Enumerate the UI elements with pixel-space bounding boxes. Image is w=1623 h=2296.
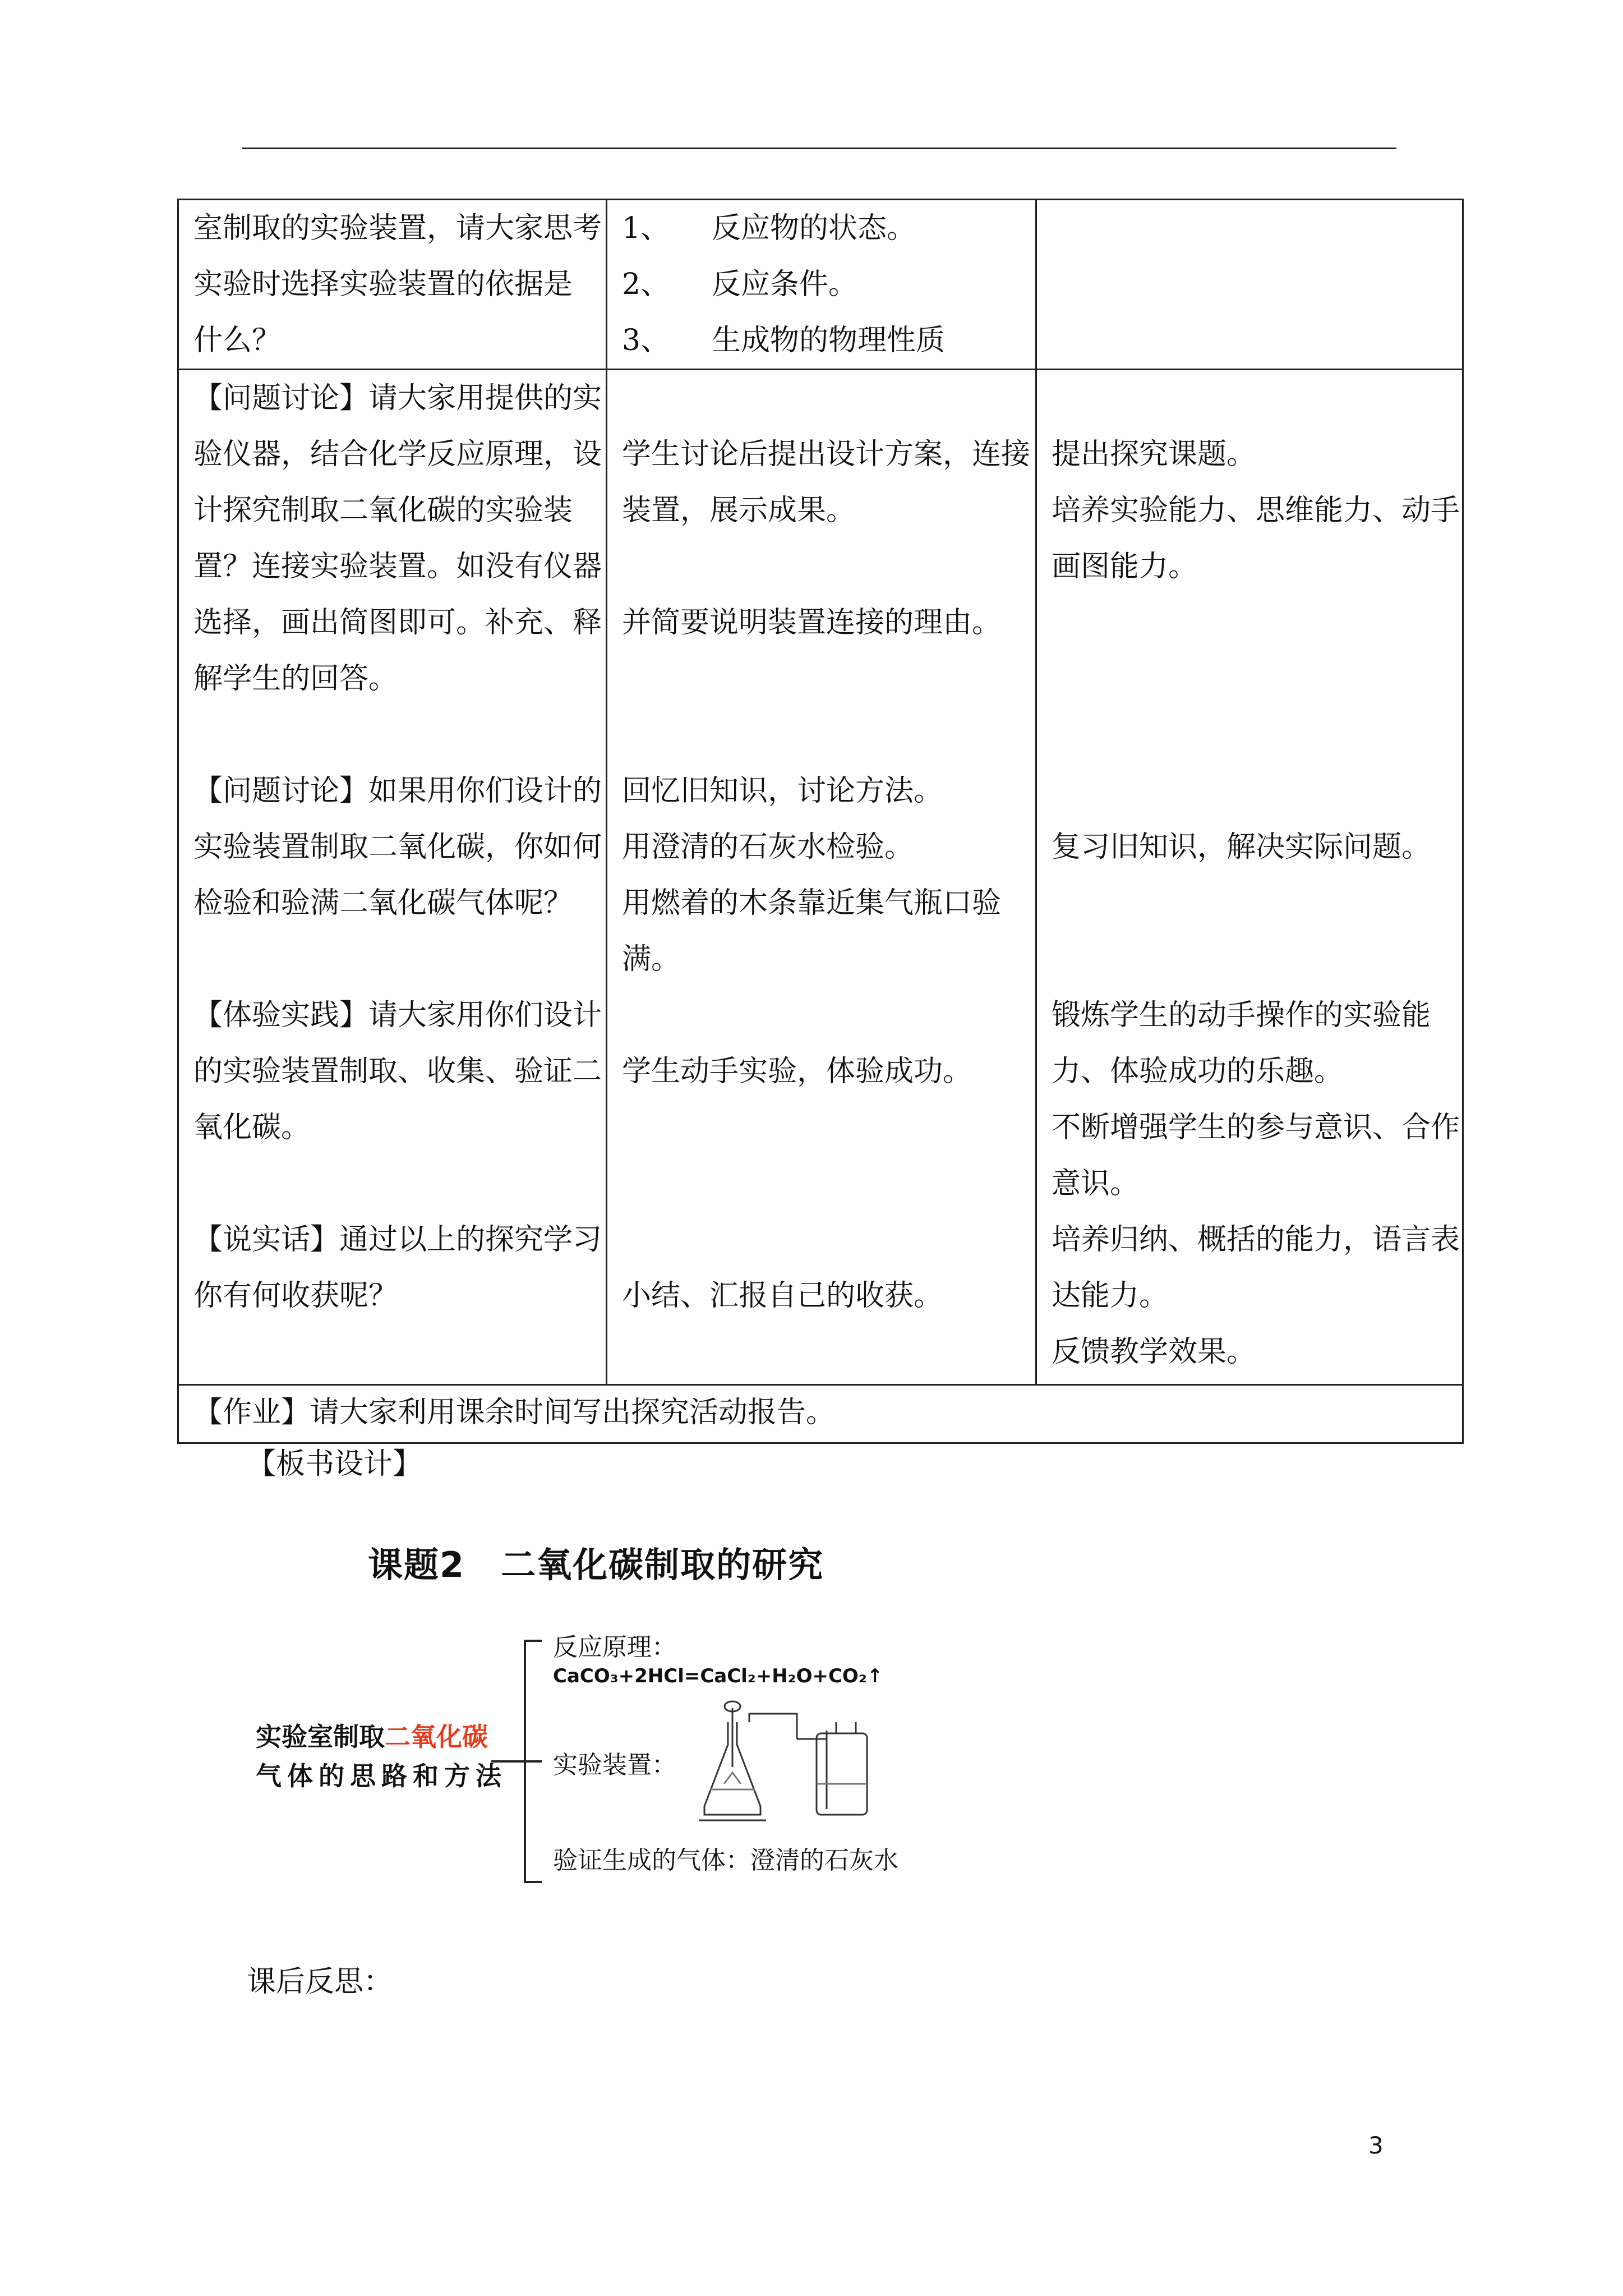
list-item: 1、 反应物的状态。	[622, 211, 916, 245]
after-class-reflection: 课后反思：	[247, 1965, 393, 1999]
text-line: 计探究制取二氧化碳的实验装	[193, 494, 573, 527]
text-line: 学生讨论后提出设计方案，连接	[622, 438, 1031, 471]
text-line: 复习旧知识，解决实际问题。	[1052, 830, 1431, 864]
lesson-table	[177, 199, 1464, 1444]
board-left-line2: 气体的思路和方法	[256, 1761, 507, 1791]
text-line: 解学生的回答。	[193, 662, 398, 696]
list-item: 3、 生成物的物理性质	[622, 324, 946, 357]
board-design-figure	[256, 1526, 929, 1918]
text-line: 力、体验成功的乐趣。	[1052, 1055, 1344, 1088]
apparatus-label: 实验装置：	[553, 1751, 676, 1779]
homework-cell	[178, 1385, 1463, 1443]
text-line: 验仪器，结合化学反应原理，设	[193, 438, 602, 471]
text-line: 提出探究课题。	[1052, 438, 1256, 471]
text-line: 的实验装置制取、收集、验证二	[193, 1055, 602, 1088]
board-left-line1: 实验室制取二氧化碳	[256, 1722, 488, 1752]
table-row	[178, 370, 1463, 1385]
teacher-activity-cell	[178, 370, 607, 1385]
text-line: 用燃着的木条靠近集气瓶口验	[622, 886, 1002, 920]
table-row	[178, 200, 1463, 370]
text-line: 室制取的实验装置，请大家思考	[193, 211, 602, 245]
text-line: 【问题讨论】如果用你们设计的	[193, 774, 602, 808]
board-design-heading: 【板书设计】	[247, 1447, 422, 1481]
text-line: 培养实验能力、思维能力、动手	[1052, 494, 1460, 527]
list-item: 2、 反应条件。	[622, 268, 858, 301]
text-line: 实验时选择实验装置的依据是	[193, 268, 573, 301]
text-line: 达能力。	[1052, 1279, 1169, 1313]
text-line: 画图能力。	[1052, 550, 1198, 583]
page-number: 3	[1368, 2132, 1384, 2159]
apparatus-diagram	[699, 1700, 884, 1834]
text-line: 什么？	[193, 324, 282, 357]
text-line: 置？连接实验装置。如没有仪器	[193, 550, 602, 583]
text-line: 学生动手实验，体验成功。	[622, 1055, 972, 1088]
text-line: 培养归纳、概括的能力，语言表	[1052, 1223, 1460, 1257]
student-activity-cell	[607, 200, 1036, 370]
gas-verification-label: 验证生成的气体：澄清的石灰水	[553, 1846, 898, 1875]
purpose-cell	[1036, 370, 1463, 1385]
text-line: 满。	[622, 942, 681, 976]
teacher-activity-cell	[178, 200, 607, 370]
text-line: 选择，画出简图即可。补充、释	[193, 606, 602, 639]
text-line: 检验和验满二氧化碳气体呢？	[193, 886, 573, 920]
text-line: 你有何收获呢？	[193, 1279, 398, 1313]
text-line: 反馈教学效果。	[1052, 1335, 1256, 1369]
board-title: 课题2 二氧化碳制取的研究	[368, 1544, 824, 1585]
text-line: 【说实话】通过以上的探究学习	[193, 1223, 602, 1257]
text-line: 不断增强学生的参与意识、合作	[1052, 1111, 1460, 1144]
text-line: 氧化碳。	[193, 1111, 311, 1144]
text-line: 小结、汇报自己的收获。	[622, 1279, 943, 1313]
text-line: 【体验实践】请大家用你们设计	[193, 999, 602, 1032]
text-line: 装置，展示成果。	[622, 494, 856, 527]
text-line: 用澄清的石灰水检验。	[622, 830, 914, 864]
text-line: 意识。	[1052, 1167, 1140, 1200]
text-line: 【问题讨论】请大家用提供的实	[193, 381, 602, 415]
reaction-principle-label: 反应原理：	[553, 1633, 676, 1662]
text-line: 并简要说明装置连接的理由。	[622, 606, 1002, 639]
student-activity-cell	[607, 370, 1036, 1385]
text-line: 实验装置制取二氧化碳，你如何	[193, 830, 602, 864]
table-row	[178, 1385, 1463, 1443]
purpose-cell	[1036, 200, 1463, 370]
reaction-equation: CaCO₃+2HCl=CaCl₂+H₂O+CO₂↑	[553, 1665, 883, 1687]
text-line: 回忆旧知识，讨论方法。	[622, 774, 943, 808]
header-rule	[242, 148, 1396, 149]
homework-text: 【作业】请大家利用课余时间写出探究活动报告。	[193, 1396, 836, 1429]
text-line: 锻炼学生的动手操作的实验能	[1052, 999, 1431, 1032]
